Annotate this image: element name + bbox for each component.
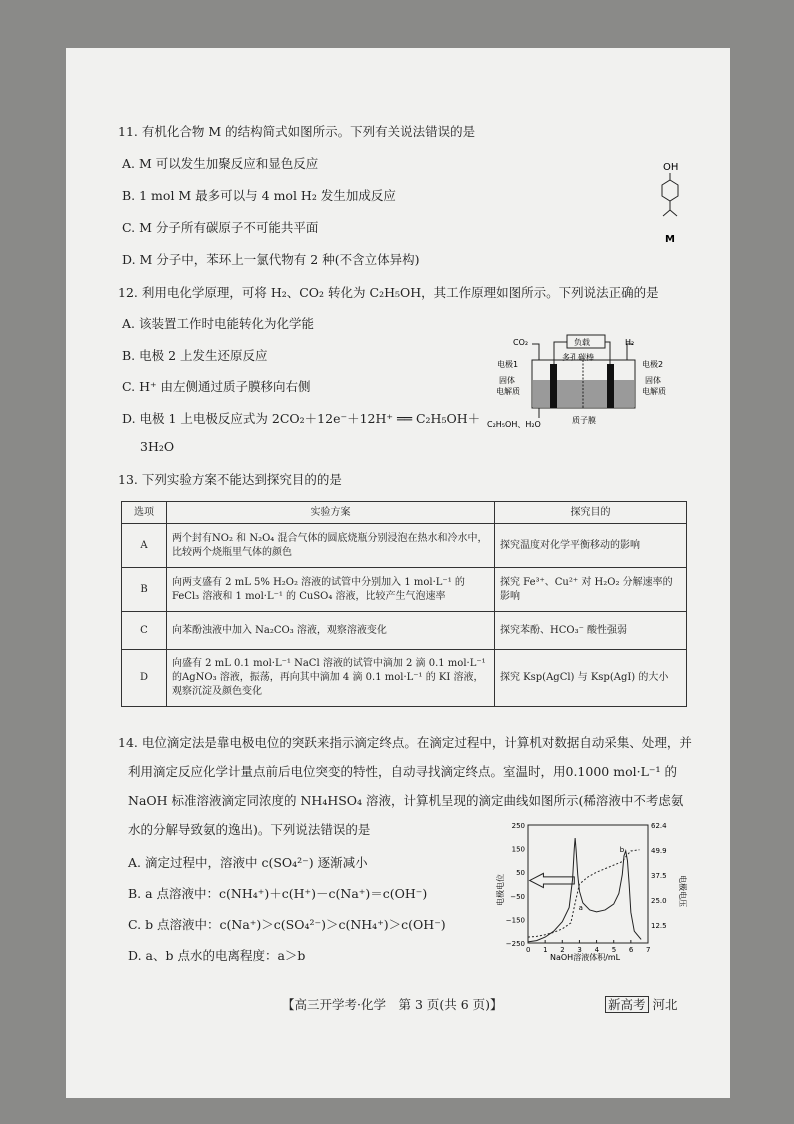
x-tick-label: 5	[611, 946, 617, 954]
y-left-tick-label: −250	[505, 940, 525, 948]
svg-text:固体: 固体	[499, 376, 515, 385]
q14-stem-line4: 水的分解导致氨的逸出)。下列说法错误的是	[128, 822, 371, 837]
y-left-tick-label: 50	[516, 869, 525, 878]
table-header: 探究目的	[495, 502, 687, 524]
svg-text:多孔碳棒: 多孔碳棒	[562, 353, 594, 362]
q11-option-d: D. M 分子中，苯环上一氯代物有 2 种(不含立体异构)	[122, 252, 420, 267]
y-right-tick-label: 49.9	[651, 847, 667, 855]
svg-text:电解质: 电解质	[496, 387, 520, 396]
x-tick-label: 6	[628, 946, 634, 954]
table-header: 实验方案	[167, 502, 495, 524]
table-header-row	[122, 502, 687, 524]
y-left-tick-label: 250	[511, 822, 525, 830]
y-left-tick-label: −150	[505, 916, 525, 925]
svg-text:电极2: 电极2	[642, 360, 664, 369]
y-right-tick-label: 62.4	[651, 822, 667, 830]
q14-stem-line1: 14. 电位滴定法是靠电极电位的突跃来指示滴定终点。在滴定过程中，计算机对数据自动采集、处理，并	[118, 735, 692, 750]
footer-badge: 新高考	[605, 996, 649, 1013]
svg-text:电解质: 电解质	[642, 387, 666, 396]
y-left-tick-label: −50	[510, 892, 525, 901]
q13-stem: 13. 下列实验方案不能达到探究目的的是	[118, 472, 342, 487]
x-tick-label: 0	[526, 946, 531, 954]
table-row: C 向苯酚浊液中加入 Na₂CO₃ 溶液，观察溶液变化 探究苯酚、HCO₃⁻ 酸性强弱	[122, 612, 687, 650]
q12-stem: 12. 利用电化学原理，可将 H₂、CO₂ 转化为 C₂H₅OH，其工作原理如图所示。下列说法正确的是	[118, 285, 659, 300]
y-left-label: 电极电位	[496, 874, 505, 906]
table-header: 选项	[122, 502, 167, 524]
x-tick-label: 4	[594, 946, 600, 954]
q14-option-a: A. 滴定过程中，溶液中 c(SO₄²⁻) 逐渐减小	[128, 855, 368, 870]
q14-stem-line2: 利用滴定反应化学计量点前后电位突变的特性，自动寻找滴定终点。室温时，用0.1000 mol·L⁻¹ 的	[128, 764, 677, 779]
compound-m-structure	[650, 156, 690, 246]
table-row: D 向盛有 2 mL 0.1 mol·L⁻¹ NaCl 溶液的试管中滴加 2 滴 0.1 mol·L⁻¹ 的AgNO₃ 溶液，振荡，再向其中滴加 4 滴 0.1 mol·L⁻¹ 的 KI 溶液，观察沉淀及颜色变化 探究 Ksp(AgCl) 与 Ksp(AgI) 的大小	[122, 650, 687, 707]
svg-text:负载: 负载	[574, 338, 590, 347]
svg-text:H₂: H₂	[625, 338, 635, 347]
q14-option-b: B. a 点溶液中：c(NH₄⁺)＋c(H⁺)－c(Na⁺)＝c(OH⁻)	[128, 886, 428, 901]
q11-option-c: C. M 分子所有碳原子不可能共平面	[122, 220, 319, 235]
q14-option-c: C. b 点溶液中：c(Na⁺)＞c(SO₄²⁻)＞c(NH₄⁺)＞c(OH⁻)	[128, 917, 446, 932]
q12-option-c: C. H⁺ 由左侧通过质子膜移向右侧	[122, 379, 311, 394]
q12-option-d: D. 电极 1 上电极反应式为 2CO₂＋12e⁻＋12H⁺ ══ C₂H₅OH＋	[122, 411, 481, 426]
point-label-b: b	[619, 846, 625, 855]
compound-label: M	[665, 234, 675, 245]
page-footer-center: 【高三开学考·化学 第 3 页(共 6 页)】	[282, 997, 503, 1012]
y-right-tick-label: 12.5	[651, 922, 667, 930]
svg-text:C₂H₅OH、H₂O: C₂H₅OH、H₂O	[487, 420, 541, 429]
y-right-tick-label: 25.0	[651, 897, 667, 905]
q12-option-a: A. 该装置工作时电能转化为化学能	[122, 316, 314, 331]
electrolysis-diagram	[484, 330, 684, 435]
x-tick-label: 3	[577, 946, 582, 954]
y-right-tick-label: 37.5	[651, 872, 667, 880]
svg-text:电极1: 电极1	[497, 360, 519, 369]
svg-text:CO₂: CO₂	[513, 338, 529, 347]
q11-stem: 11. 有机化合物 M 的结构简式如图所示。下列有关说法错误的是	[118, 124, 476, 139]
y-left-tick-label: 150	[511, 845, 525, 854]
q14-option-d: D. a、b 点水的电离程度：a＞b	[128, 948, 306, 963]
svg-text:质子膜: 质子膜	[572, 416, 596, 425]
arrow-left-icon	[530, 873, 575, 887]
y-right-label: 电极电压	[678, 875, 687, 907]
x-axis-label: NaOH溶液体积/mL	[550, 953, 621, 962]
q12-option-d-cont: 3H₂O	[140, 439, 175, 454]
oh-label: OH	[663, 162, 679, 173]
svg-text:固体: 固体	[645, 376, 661, 385]
x-tick-label: 7	[646, 946, 651, 954]
titration-chart	[488, 815, 688, 965]
series-line-2	[528, 850, 639, 937]
point-label-a: a	[578, 903, 583, 912]
q12-option-b: B. 电极 2 上发生还原反应	[122, 348, 268, 363]
x-tick-label: 2	[560, 946, 565, 954]
footer-right	[605, 995, 678, 1013]
x-tick-label: 1	[543, 946, 548, 954]
q13-table	[121, 501, 687, 707]
footer-region: 河北	[652, 997, 678, 1012]
table-row: A 两个封有NO₂ 和 N₂O₄ 混合气体的圆底烧瓶分别浸泡在热水和冷水中，比较两个烧瓶里气体的颜色 探究温度对化学平衡移动的影响	[122, 524, 687, 568]
q11-option-a: A. M 可以发生加聚反应和显色反应	[122, 156, 319, 171]
q14-stem-line3: NaOH 标准溶液滴定同浓度的 NH₄HSO₄ 溶液，计算机呈现的滴定曲线如图所示(稀溶液中不考虑氨	[128, 793, 684, 808]
q11-option-b: B. 1 mol M 最多可以与 4 mol H₂ 发生加成反应	[122, 188, 396, 203]
table-row: B 向两支盛有 2 mL 5% H₂O₂ 溶液的试管中分别加入 1 mol·L⁻¹ 的 FeCl₃ 溶液和 1 mol·L⁻¹ 的 CuSO₄ 溶液，比较产生气泡速率 探究 Fe³⁺、Cu²⁺ 对 H₂O₂ 分解速率的影响	[122, 568, 687, 612]
